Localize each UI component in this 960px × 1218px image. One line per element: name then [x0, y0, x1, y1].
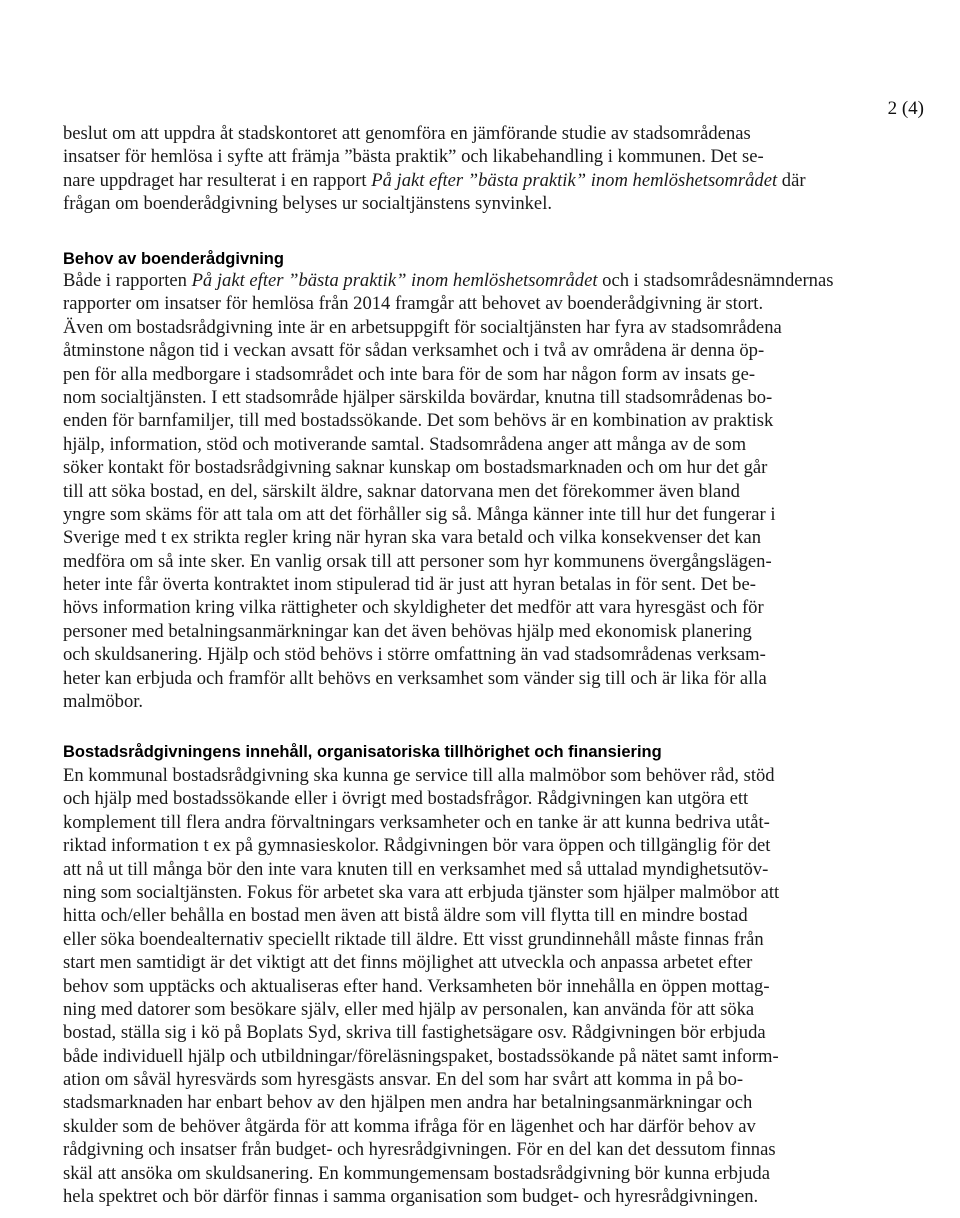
text-line	[63, 526, 903, 549]
text-segment: att nå ut till många bör den inte vara knuten till en verksamhet med så uttalad myndighetsutöv-	[63, 858, 769, 880]
text-segment: åtminstone någon tid i veckan avsatt för sådan verksamhet och i två av områdena är denna öp-	[63, 340, 765, 362]
text-segment: både individuell hjälp och utbildningar/föreläsningspaket, bostadssökande på nätet samt inform-	[63, 1045, 779, 1067]
text-segment: enden för barnfamiljer, till med bostadssökande. Det som behövs är en kombination av praktisk	[63, 410, 774, 432]
italic-report-title: På jakt efter ”bästa praktik” inom hemlöshetsområdet	[191, 270, 598, 291]
text-line	[63, 316, 903, 339]
text-segment: pen för alla medborgare i stadsområdet och inte bara för de som har någon form av insats ge-	[63, 363, 756, 385]
text-segment: En kommunal bostadsrådgivning ska kunna ge service till alla malmöbor som behöver råd, stöd	[63, 765, 775, 786]
text-line	[63, 145, 903, 168]
text-line	[63, 858, 903, 881]
text-line	[63, 998, 903, 1021]
text-line	[63, 192, 903, 215]
text-line	[63, 292, 903, 315]
text-line	[63, 975, 903, 998]
text-segment: medföra om så inte sker. En vanlig orsak till att personer som hyr kommunens övergångslägen-	[63, 550, 772, 572]
text-segment: start men samtidigt är det viktigt att det finns möjlighet att utveckla och anpassa arbetet efter	[63, 952, 753, 974]
text-segment: hövs information kring vilka rättigheter och skyldigheter det medför att vara hyresgäst och för	[63, 597, 764, 619]
text-segment: och hjälp med bostadssökande eller i övrigt med bostadsfrågor. Rådgivningen kan utgöra ett	[63, 788, 749, 810]
text-segment: yngre som skäms för att tala om att det förhåller sig så. Många känner inte till hur det fungerar i	[63, 503, 776, 525]
text-line	[63, 573, 903, 596]
text-line	[63, 1045, 903, 1068]
text-line	[63, 811, 903, 834]
text-segment: skäl att ansöka om skuldsanering. En kommungemensam bostadsrådgivning bör kunna erbjuda	[63, 1162, 770, 1184]
text-segment: riktad information t ex på gymnasieskolor. Rådgivningen bör vara öppen och tillgänglig för det	[63, 835, 771, 857]
text-segment: Även om bostadsrådgivning inte är en arbetsuppgift för socialtjänsten har fyra av stadsområdena	[63, 316, 782, 338]
text-segment: rapporter om insatser för hemlösa från 2014 framgår att behovet av boenderådgivning är stort.	[63, 293, 764, 315]
text-segment: heter kan erbjuda och framför allt behövs en verksamhet som vänder sig till och är lika för alla	[63, 667, 767, 689]
text-segment: där	[777, 169, 806, 191]
text-line	[63, 667, 903, 690]
text-line	[63, 433, 903, 456]
text-segment: ation om såväl hyresvärds som hyresgästs ansvar. En del som har svårt att komma in på bo-	[63, 1069, 744, 1091]
text-line	[63, 834, 903, 857]
text-line	[63, 787, 903, 810]
text-line	[63, 503, 903, 526]
text-line	[63, 480, 903, 503]
text-segment: och skuldsanering. Hjälp och stöd behövs i större omfattning än vad stadsområdenas verksam-	[63, 644, 766, 666]
text-segment: beslut om att uppdra åt stadskontoret att genomföra en jämförande studie av stadsområdenas	[63, 123, 751, 144]
text-segment: Både i rapporten	[63, 270, 192, 291]
text-line	[63, 928, 903, 951]
text-segment: nom socialtjänsten. I ett stadsområde hjälper särskilda bovärdar, knutna till stadsområdenas bo-	[63, 386, 773, 408]
text-segment: insatser för hemlösa i syfte att främja ”bästa praktik” och likabehandling i kommunen. Det se-	[63, 146, 764, 168]
text-line	[63, 1115, 903, 1138]
text-line	[63, 409, 903, 432]
text-segment: till att söka bostad, en del, särskilt äldre, saknar datorvana men det förekommer även bland	[63, 480, 740, 502]
text-segment: behov som upptäcks och aktualiseras efter hand. Verksamheten bör innehålla en öppen mottag-	[63, 975, 770, 997]
text-line	[63, 1162, 903, 1185]
text-line	[63, 643, 903, 666]
text-segment: hjälp, information, stöd och motiverande samtal. Stadsområdena anger att många av de som	[63, 433, 747, 455]
text-line	[63, 550, 903, 573]
section-heading-bostadsradgivning: Bostadsrådgivningens innehåll, organisatoriska tillhörighet och finansiering	[63, 743, 662, 761]
text-segment: Sverige med t ex strikta regler kring när hyran ska vara betald och vilka konsekvenser det kan	[63, 527, 762, 549]
text-line	[63, 122, 903, 145]
section-behov-paragraph	[63, 269, 903, 713]
text-line	[63, 1068, 903, 1091]
text-line	[63, 596, 903, 619]
text-segment: söker kontakt för bostadsrådgivning saknar kunskap om bostadsmarknaden och om hur det går	[63, 457, 768, 479]
text-line	[63, 456, 903, 479]
text-segment: heter inte får överta kontraktet inom stipulerad tid är just att hyran betalas in för sent. Det be-	[63, 574, 756, 596]
text-line	[63, 620, 903, 643]
text-line	[63, 169, 903, 192]
text-line	[63, 363, 903, 386]
text-segment: nare uppdraget har resulterat i en rapport	[63, 169, 372, 191]
text-segment: hela spektret och bör därför finnas i samma organisation som budget- och hyresrådgivningen.	[63, 1186, 759, 1208]
text-line	[63, 386, 903, 409]
text-segment: malmöbor.	[63, 691, 144, 713]
text-segment: och i stadsområdesnämndernas	[597, 270, 834, 291]
page-number: 2 (4)	[887, 98, 924, 119]
text-line	[63, 1091, 903, 1114]
text-segment: bostad, ställa sig i kö på Boplats Syd, skriva till fastighetsägare osv. Rådgivningen bör erbjuda	[63, 1022, 766, 1044]
text-line	[63, 1185, 903, 1208]
text-segment: ning med datorer som besökare själv, eller med hjälp av personalen, kan använda för att söka	[63, 998, 755, 1020]
text-segment: personer med betalningsanmärkningar kan det även behövas hjälp med ekonomisk planering	[63, 620, 752, 642]
text-line	[63, 1021, 903, 1044]
text-segment: komplement till flera andra förvaltningars verksamheter och en tanke är att kunna bedriva utåt-	[63, 811, 770, 833]
text-line	[63, 904, 903, 927]
section-bostadsradgivning-paragraph	[63, 764, 903, 1208]
text-segment: rådgivning och insatser från budget- och hyresrådgivningen. För en del kan det dessutom finnas	[63, 1139, 776, 1161]
text-segment: hitta och/eller behålla en bostad men även att bistå äldre som vill flytta till en mindre bostad	[63, 905, 748, 927]
text-line	[63, 764, 903, 787]
text-segment: eller söka boendealternativ speciellt riktade till äldre. Ett visst grundinnehåll måste finnas från	[63, 928, 764, 950]
text-line	[63, 690, 903, 713]
text-segment: ning som socialtjänsten. Fokus för arbetet ska vara att erbjuda tjänster som hjälper malmöbor att	[63, 881, 780, 903]
text-line	[63, 881, 903, 904]
section-heading-behov: Behov av boenderådgivning	[63, 250, 284, 268]
text-segment: skulder som de behöver åtgärda för att komma ifråga för en lägenhet och har därför behov av	[63, 1115, 756, 1137]
text-line	[63, 951, 903, 974]
text-line	[63, 269, 903, 292]
text-segment: frågan om boenderådgivning belyses ur socialtjänstens synvinkel.	[63, 193, 553, 215]
italic-report-title: På jakt efter ”bästa praktik” inom hemlöshetsområdet	[371, 169, 778, 191]
text-segment: stadsmarknaden har enbart behov av den hjälpen men andra har betalningsanmärkningar och	[63, 1092, 753, 1114]
intro-paragraph	[63, 122, 903, 216]
text-line	[63, 1138, 903, 1161]
text-line	[63, 339, 903, 362]
